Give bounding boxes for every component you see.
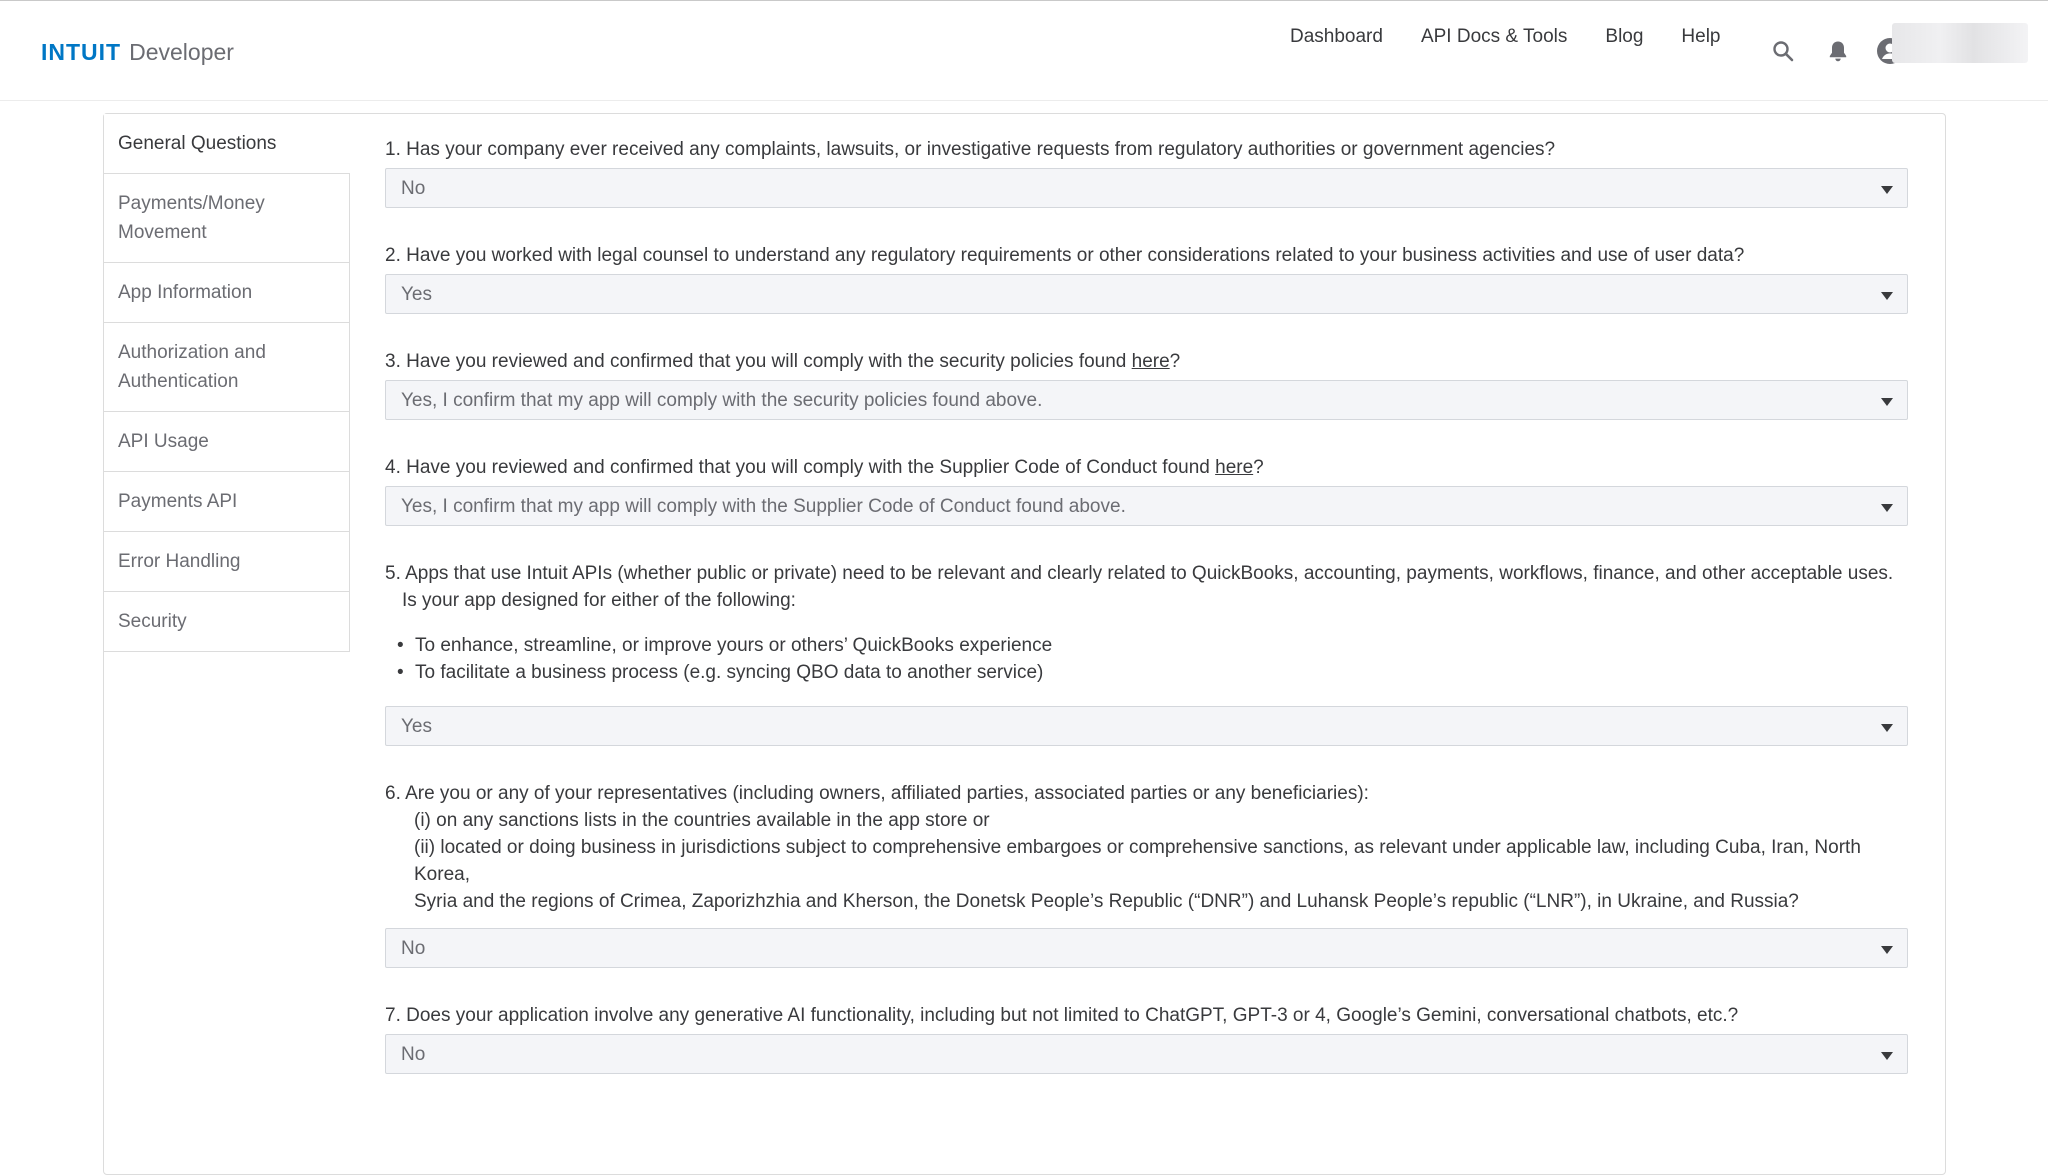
question-2-text: 2. Have you worked with legal counsel to understand any regulatory requirements or other considerations related to your business activities and use of user data? [385, 245, 1745, 266]
logo-product: Developer [129, 39, 234, 65]
chevron-down-icon [1881, 504, 1893, 512]
question-3-select[interactable] [385, 380, 1908, 420]
main-nav [1290, 25, 1759, 49]
intuit-developer-logo[interactable] [41, 37, 234, 67]
list-item: • To facilitate a business process (e.g. syncing QBO data to another service) [385, 659, 1910, 686]
question-3 [385, 348, 1910, 420]
nav-help[interactable]: Help [1681, 26, 1721, 47]
questionnaire-panel [103, 113, 1946, 1175]
search-icon[interactable] [1772, 40, 1794, 62]
top-header [0, 1, 2048, 101]
logo-brand: INTUIT [41, 39, 122, 65]
question-4-text-before: 4. Have you reviewed and confirmed that you will comply with the Supplier Code of Conduct found [385, 457, 1216, 478]
question-4-select[interactable] [385, 486, 1908, 526]
sidebar-item-general-questions[interactable]: General Questions [104, 114, 350, 174]
sidebar-item-authorization-authentication[interactable]: Authorization and Authentication [104, 323, 350, 412]
question-5-line-1: 5. Apps that use Intuit APIs (whether public or private) need to be relevant and clearly related to QuickBooks, accounting, payments, workflows, finance, and other acceptable uses. [385, 563, 1894, 584]
nav-blog[interactable]: Blog [1605, 26, 1644, 47]
security-policies-link[interactable]: here [1131, 351, 1170, 372]
question-5-value: Yes [401, 716, 432, 737]
user-name-redacted[interactable] [1892, 23, 2028, 63]
question-5-select[interactable] [385, 706, 1908, 746]
question-6-line-3: (ii) located or doing business in jurisdictions subject to comprehensive embargoes or comprehensive sanctions, as relevant under applicable law, including Cuba, Iran, North Korea, [414, 837, 1861, 885]
supplier-code-link[interactable]: here [1215, 457, 1254, 478]
question-6 [385, 780, 1910, 968]
question-7-select[interactable] [385, 1034, 1908, 1074]
question-6-value: No [401, 938, 426, 959]
question-4-value: Yes, I confirm that my app will comply with the Supplier Code of Conduct found above. [401, 496, 1126, 517]
nav-dashboard[interactable]: Dashboard [1290, 26, 1383, 47]
question-2-value: Yes [401, 284, 432, 305]
section-sidebar [104, 114, 350, 652]
question-3-text-after: ? [1169, 351, 1181, 372]
sidebar-item-api-usage[interactable]: API Usage [104, 412, 350, 472]
bell-icon[interactable] [1826, 39, 1850, 63]
question-1 [385, 136, 1910, 208]
chevron-down-icon [1881, 1052, 1893, 1060]
question-1-value: No [401, 178, 426, 199]
chevron-down-icon [1881, 292, 1893, 300]
sidebar-item-payments-money-movement[interactable]: Payments/Money Movement [104, 174, 350, 263]
chevron-down-icon [1881, 186, 1893, 194]
question-5-bullets [385, 632, 1910, 686]
question-6-line-4: Syria and the regions of Crimea, Zaporizhzhia and Kherson, the Donetsk People’s Republic (“DNR”) and Luhansk People’s republic (“LNR”), in Ukraine, and Russia? [414, 891, 1799, 912]
question-7-text: 7. Does your application involve any generative AI functionality, including but not limited to ChatGPT, GPT-3 or 4, Google’s Gemini, conversational chatbots, etc.? [385, 1005, 1739, 1026]
question-4-text [385, 454, 1910, 481]
sidebar-item-payments-api[interactable]: Payments API [104, 472, 350, 532]
sidebar-item-error-handling[interactable]: Error Handling [104, 532, 350, 592]
sidebar-item-security[interactable]: Security [104, 592, 350, 652]
question-3-value: Yes, I confirm that my app will comply with the security policies found above. [401, 390, 1043, 411]
question-6-line-2: (i) on any sanctions lists in the countries available in the app store or [414, 810, 990, 831]
list-item: • To enhance, streamline, or improve yours or others’ QuickBooks experience [385, 632, 1910, 659]
chevron-down-icon [1881, 724, 1893, 732]
questions-content [385, 136, 1910, 1108]
chevron-down-icon [1881, 946, 1893, 954]
question-7 [385, 1002, 1910, 1074]
question-6-line-1: 6. Are you or any of your representatives (including owners, affiliated parties, associated parties or any beneficiaries): [385, 783, 1369, 804]
question-7-value: No [401, 1044, 426, 1065]
question-1-text: 1. Has your company ever received any complaints, lawsuits, or investigative requests from regulatory authorities or government agencies? [385, 139, 1556, 160]
question-4-text-after: ? [1253, 457, 1264, 478]
question-5-line-2: Is your app designed for either of the following: [402, 590, 796, 611]
question-5 [385, 560, 1910, 746]
question-6-text [385, 780, 1910, 915]
question-3-text-before: 3. Have you reviewed and confirmed that you will comply with the security policies found [385, 351, 1132, 372]
question-4 [385, 454, 1910, 526]
question-3-text [385, 348, 1910, 375]
chevron-down-icon [1881, 398, 1893, 406]
nav-api-docs-tools[interactable]: API Docs & Tools [1420, 26, 1568, 47]
question-2 [385, 242, 1910, 314]
question-1-select[interactable] [385, 168, 1908, 208]
question-2-select[interactable] [385, 274, 1908, 314]
question-5-text [385, 560, 1910, 614]
question-6-select[interactable] [385, 928, 1908, 968]
sidebar-item-app-information[interactable]: App Information [104, 263, 350, 323]
